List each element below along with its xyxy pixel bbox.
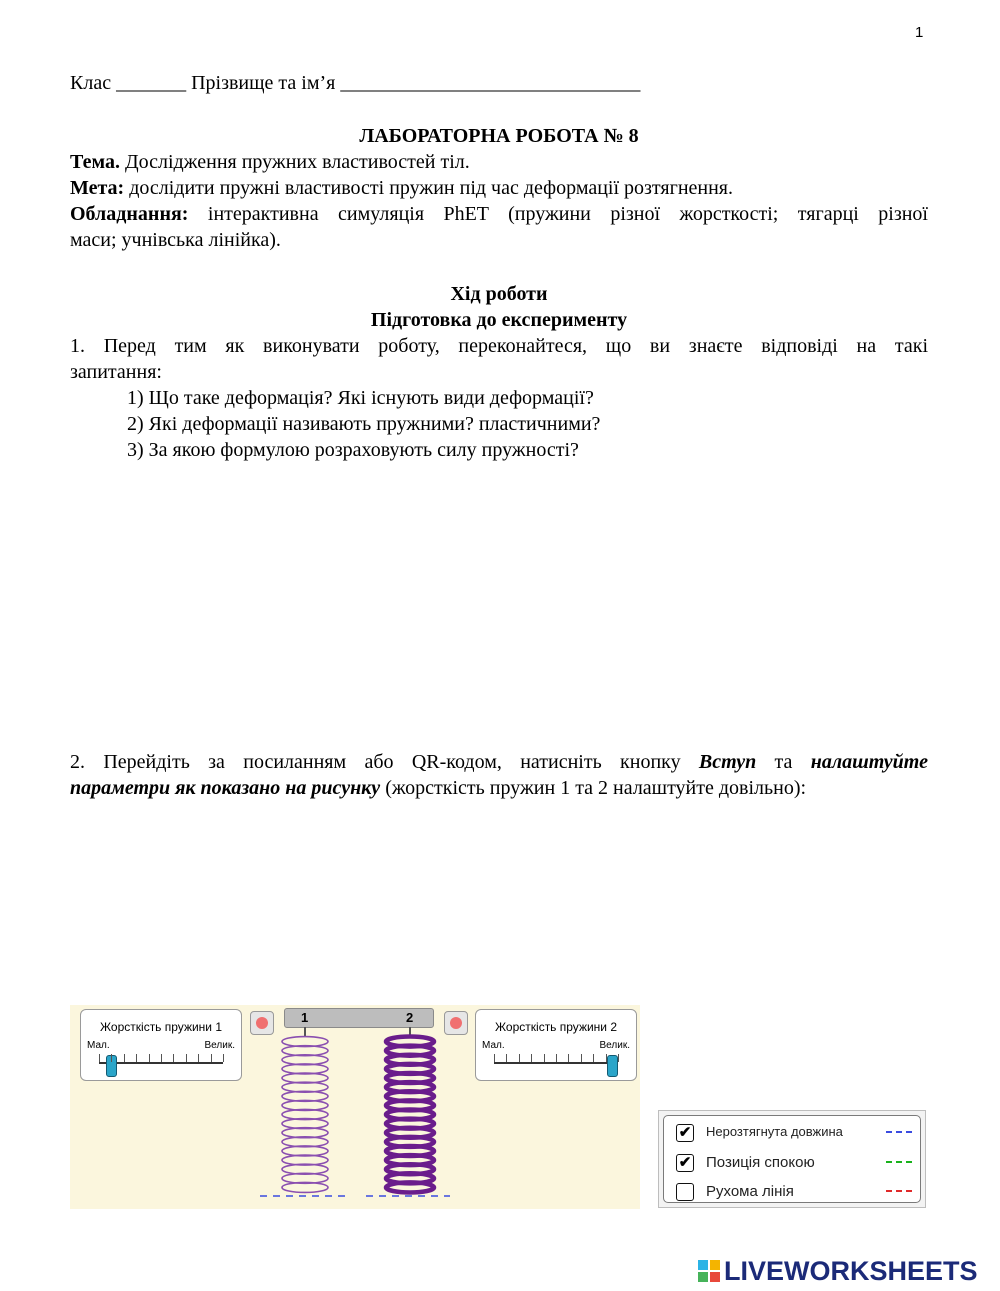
slider-tick — [606, 1054, 607, 1062]
movable-line-checkbox[interactable] — [676, 1183, 694, 1201]
spring2-slider-thumb[interactable] — [607, 1055, 618, 1077]
step2-configure: налаштуйте — [810, 751, 928, 773]
step1-line-2: запитання: — [70, 361, 162, 383]
step2-line-1 — [70, 749, 928, 775]
goal-line — [70, 175, 928, 201]
slider-tick — [544, 1054, 545, 1062]
display-options-panel — [658, 1110, 926, 1208]
slider-tick — [531, 1054, 532, 1062]
slider-tick — [506, 1054, 507, 1062]
slider-tick — [149, 1054, 150, 1062]
page-number: 1 — [915, 24, 924, 41]
question-2: 2) Які деформації називають пружними? пластичними? — [127, 413, 601, 435]
slider-tick — [124, 1054, 125, 1062]
liveworksheets-logo-icon — [698, 1260, 720, 1282]
prep-heading: Підготовка до експерименту — [370, 309, 628, 331]
step2-text-b: (жорсткість пружин 1 та 2 налаштуйте довільно): — [380, 777, 807, 799]
topic-text: Дослідження пружних властивостей тіл. — [119, 151, 470, 173]
unstretched-length-dash — [886, 1131, 912, 1133]
step1-line-1: 1. Перед тим як виконувати роботу, переконайтеся, що ви знаєте відповіді на такі — [70, 335, 928, 357]
slider-tick — [111, 1054, 112, 1062]
option-equilibrium-position[interactable] — [676, 1152, 916, 1174]
equilibrium-position-label: Позиція спокою — [706, 1154, 815, 1171]
procedure-heading: Хід роботи — [450, 283, 548, 305]
unstretched-length-label: Нерозтягнута довжина — [706, 1124, 843, 1139]
spring1-slider-track[interactable] — [99, 1062, 223, 1064]
topic-label: Тема. — [70, 151, 120, 173]
springs-drawing — [260, 1027, 470, 1205]
spring1-stiffness-title: Жорсткість пружини 1 — [99, 1020, 223, 1034]
slider-tick — [593, 1054, 594, 1062]
spring2-stiffness-card — [475, 1009, 637, 1081]
spring1-stiffness-card — [80, 1009, 242, 1081]
slider-tick — [136, 1054, 137, 1062]
unstretched-length-checkbox[interactable]: ✔ — [676, 1124, 694, 1142]
equipment-line-2: маси; учнівська лінійка). — [70, 229, 281, 251]
slider-tick — [198, 1054, 199, 1062]
spring1-coils[interactable] — [282, 1037, 328, 1193]
simulation-panel — [70, 1005, 640, 1209]
spring2-stiffness-title: Жорсткість пружини 2 — [494, 1020, 618, 1034]
spring2-slider-track[interactable] — [494, 1062, 618, 1064]
step2-button-name: Вступ — [698, 751, 757, 773]
slider-tick — [519, 1054, 520, 1062]
spring-hanger-bar — [284, 1008, 434, 1028]
equilibrium-position-checkbox[interactable]: ✔ — [676, 1154, 694, 1172]
spring1-min-label: Мал. — [87, 1040, 110, 1051]
slider-tick — [556, 1054, 557, 1062]
slider-tick — [173, 1054, 174, 1062]
display-options-box — [663, 1115, 921, 1203]
slider-tick — [186, 1054, 187, 1062]
equipment-line-1 — [70, 201, 928, 227]
topic-line — [70, 149, 928, 175]
spring-coil — [386, 1182, 434, 1192]
step2-line-2 — [70, 775, 928, 801]
hanger-label-2: 2 — [406, 1010, 414, 1025]
spring2-coils[interactable] — [386, 1037, 434, 1193]
equilibrium-position-dash — [886, 1161, 912, 1163]
slider-tick — [618, 1054, 619, 1062]
option-movable-line[interactable] — [676, 1181, 916, 1203]
option-unstretched-length[interactable] — [676, 1122, 916, 1144]
movable-line-dash — [886, 1190, 912, 1192]
goal-label: Мета: — [70, 177, 125, 199]
slider-tick — [211, 1054, 212, 1062]
spring1-max-label: Велик. — [204, 1040, 235, 1051]
slider-tick — [99, 1054, 100, 1062]
slider-tick — [223, 1054, 224, 1062]
equipment-text-1: інтерактивна симуляція PhET (пружини різної жорсткості; тягарці різної — [188, 203, 928, 225]
hanger-label-1: 1 — [301, 1010, 309, 1025]
spring2-reset-button[interactable] — [444, 1011, 468, 1035]
spring2-min-label: Мал. — [482, 1040, 505, 1051]
question-3: 3) За якою формулою розраховують силу пружності? — [127, 439, 579, 461]
goal-text: дослідити пружні властивості пружин під час деформації розтягнення. — [124, 177, 733, 199]
lab-title: ЛАБОРАТОРНА РОБОТА № 8 — [359, 125, 639, 147]
slider-tick — [581, 1054, 582, 1062]
spring2-max-label: Велик. — [599, 1040, 630, 1051]
step2-text-c: та — [756, 751, 811, 773]
slider-tick — [568, 1054, 569, 1062]
slider-tick — [161, 1054, 162, 1062]
step2-params: параметри як показано на рисунку — [70, 777, 381, 799]
question-1: 1) Що таке деформація? Які існують види деформації? — [127, 387, 594, 409]
slider-tick — [494, 1054, 495, 1062]
step2-text-a: 2. Перейдіть за посиланням або QR-кодом, натисніть кнопку — [70, 751, 699, 773]
liveworksheets-logo-text: LIVEWORKSHEETS — [724, 1256, 978, 1286]
movable-line-label: Рухома лінія — [706, 1183, 794, 1200]
equipment-label: Обладнання: — [70, 203, 189, 225]
class-name-line: Клас _______ Прізвище та ім’я ______________________________ — [70, 72, 641, 94]
